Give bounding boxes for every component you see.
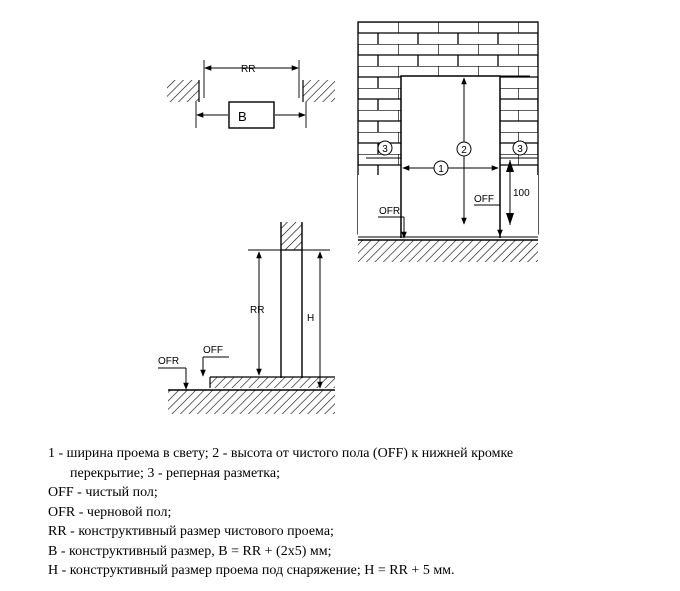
off-label-right: OFF (474, 194, 494, 205)
ceiling-hatch (281, 222, 302, 250)
legend-line-rr: RR - конструктивный размер чистового проема; (48, 524, 334, 539)
wall-elevation (358, 22, 538, 262)
rr-label-section: RR (250, 305, 265, 316)
legend-line-1: 1 - ширина проема в свету; 2 - высота от чистого пола (OFF) к нижней кромке (48, 446, 514, 461)
svg-text:1: 1 (438, 164, 444, 175)
legend-line-ofr: OFR - черновой пол; (48, 504, 172, 520)
svg-text:2: 2 (461, 145, 467, 156)
legend-line-h: H - конструктивный размер проема под снаряжение; H = RR + 5 мм. (48, 563, 455, 578)
section-view (158, 222, 335, 414)
dim-100-label: 100 (513, 188, 530, 199)
screed-hatch (210, 377, 335, 388)
plan-view (167, 60, 335, 128)
legend-line-b: B - конструктивный размер, B = RR + (2x5) мм; (48, 543, 332, 559)
door-opening (401, 76, 500, 238)
ofr-label-left: OFR (158, 356, 180, 367)
right-wall-hatch (303, 80, 335, 102)
ofr-label-right: OFR (379, 206, 401, 217)
svg-text:3: 3 (382, 144, 388, 155)
legend (48, 444, 668, 581)
b-box (229, 102, 274, 128)
slab-hatch (168, 390, 335, 414)
b-label: B (238, 109, 247, 124)
svg-text:3: 3 (517, 144, 523, 155)
off-label-left: OFF (203, 345, 223, 356)
h-label: H (307, 313, 315, 324)
left-wall-hatch (167, 80, 199, 102)
floor-hatch-right (358, 240, 538, 262)
legend-line-1-continued: перекрытие; 3 - реперная разметка; (70, 465, 280, 481)
legend-line-off: OFF - чистый пол; (48, 485, 158, 500)
rr-label-plan: RR (241, 64, 256, 75)
